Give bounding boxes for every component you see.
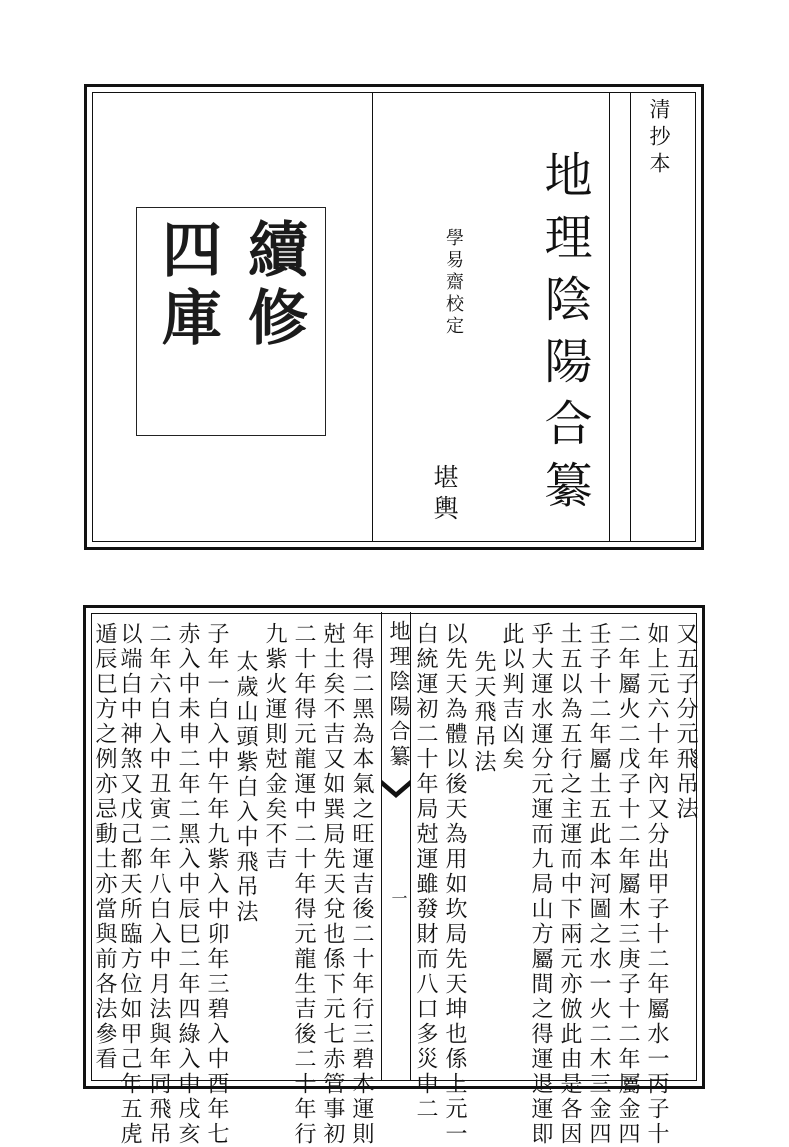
text-column: 九紫火運則尅金矣不吉 <box>262 622 287 872</box>
section-heading: 先天飛吊法 <box>471 650 496 775</box>
column-rule <box>609 93 610 541</box>
text-column: 尅土矣不吉又如巽局先天兌也係下元七赤管事初 <box>320 622 345 1147</box>
text-column: 子年一白入中午年九紫入中卯年三碧入中酉年七 <box>204 622 229 1147</box>
text-column: 二年六白入中丑寅二年八白入中月法與年同飛吊 <box>146 622 171 1147</box>
text-column: 乎大運水運分元運而九局山方屬間之得運退運即 <box>528 622 553 1147</box>
text-column: 土五以為五行之主運而中下兩元亦倣此由是各因 <box>557 622 582 1147</box>
seal-column: 四庫 <box>152 218 222 354</box>
band-title: 地理陰陽合纂 <box>387 620 411 770</box>
text-column: 二十年得元龍運中二十年得元龍生吉後二十年行 <box>291 622 316 1147</box>
category-label: 堪輿 <box>430 464 459 526</box>
editor-credit: 學易齋校定 <box>443 228 464 338</box>
seal-column: 續修 <box>238 218 308 354</box>
text-column: 如上元六十年內又分出甲子十二年屬水一丙子十 <box>644 622 669 1147</box>
text-column: 又五子分元飛吊法 <box>673 622 698 822</box>
text-column: 以先天為體以後天為用如坎局先天坤也係上元一 <box>442 622 467 1147</box>
text-column: 二年屬火二戊子十二年屬木三庚子十二年屬金四 <box>615 622 640 1147</box>
column-rule <box>630 93 631 541</box>
column-rule <box>372 93 373 541</box>
fishtail-mark-icon <box>382 778 410 800</box>
text-column: 遁辰巳方之例亦忌動土亦當與前各法參看 <box>92 622 117 1072</box>
collection-seal <box>136 207 326 436</box>
text-column: 壬子十二年屬土五此本河圖之水一火二木三金四 <box>586 622 611 1147</box>
text-column: 白統運初二十年局尅運雖發財而八口多災中二 <box>413 622 438 1122</box>
book-title: 地理陰陽合纂 <box>536 150 592 522</box>
page-number: 一 <box>389 890 408 906</box>
section-heading: 太歲山頭紫白入中飛吊法 <box>233 650 258 925</box>
text-column: 以端白中神煞又戊己都天所臨方位如甲己年五虎 <box>117 622 142 1147</box>
text-column: 此以判吉凶矣 <box>499 622 524 772</box>
edition-label: 清抄本 <box>647 98 671 179</box>
text-column: 年得二黑為本氣之旺運吉後二十年行三碧木運則 <box>349 622 374 1147</box>
text-column: 赤入中未申二年二黑入中辰巳二年四綠入中戌亥 <box>175 622 200 1147</box>
